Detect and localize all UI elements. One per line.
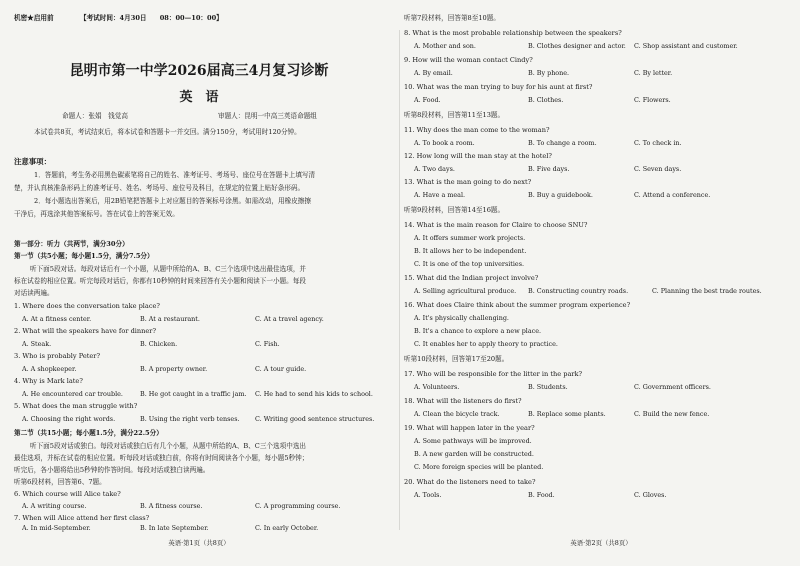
option-b: B. A property owner.	[140, 365, 208, 373]
question-stem: 15. What did the Indian project involve?	[404, 274, 539, 282]
question-stem: 8. What is the most probable relationship between the speakers?	[404, 29, 622, 37]
option-b: B. It allows her to be independent.	[414, 247, 527, 255]
question-stem: 14. What is the main reason for Claire to choose SNU?	[404, 221, 588, 229]
option-a: A. It's physically challenging.	[414, 314, 509, 322]
option-c: C. Build the new fence.	[634, 410, 710, 418]
section2-instruction: 听完后，各小题将给出5秒钟的作答时间。每段对话或独白读两遍。	[14, 466, 210, 474]
notice-line: 楚，并认真核准条形码上的准考证号、姓名、考场号、座位号及科目，在规定的位置上贴好条形码。	[14, 184, 305, 192]
question-stem: 12. How long will the man stay at the hotel?	[404, 152, 552, 160]
option-a: A. Tools.	[414, 491, 442, 499]
section1-instruction: 标在试卷的相应位置。听完每段对话后，你都有10秒钟的时间来回答有关小题和阅读下一小题。每段	[14, 277, 306, 285]
section1-instruction: 听下面5段对话。每段对话后有一个小题，从题中所给的A、B、C三个选项中选出最佳选项，并	[30, 265, 307, 273]
question-stem: 19. What will happen later in the year?	[404, 424, 535, 432]
option-a: A. Choosing the right words.	[22, 415, 116, 423]
option-b: B. At a restaurant.	[140, 315, 200, 323]
option-c: C. Planning the best trade routes.	[652, 287, 762, 295]
option-a: A. At a fitness center.	[22, 315, 92, 323]
exam-time: 【考试时间：4月30日 08：00—10：00】	[80, 14, 223, 22]
exam-title: 昆明市第一中学2026届高三4月复习诊断	[69, 63, 329, 79]
group-instruction: 听第9段材料，回答第14至16题。	[404, 206, 505, 214]
question-stem: 1. Where does the conversation take place?	[14, 302, 160, 310]
option-c: C. Seven days.	[634, 165, 682, 173]
section1-heading: 第一节（共5小题；每小题1.5分，满分7.5分）	[14, 252, 154, 260]
setters: 命题人：张娟 钱觉高	[62, 112, 128, 120]
section2-instruction: 听下面5段对话或独白。每段对话或独白后有几个小题，从题中所给的A、B、C三个选项中选出	[30, 442, 307, 450]
option-c: C. In early October.	[255, 524, 319, 532]
option-b: B. A fitness course.	[140, 502, 203, 510]
option-b: B. It's a chance to explore a new place.	[414, 327, 542, 335]
option-b: B. Using the right verb tenses.	[140, 415, 240, 423]
group-instruction: 听第10段材料，回答第17至20题。	[404, 355, 509, 363]
option-a: A. To book a room.	[414, 139, 475, 147]
option-c: C. He had to send his kids to school.	[255, 390, 373, 398]
page-1	[0, 0, 398, 566]
question-stem: 4. Why is Mark late?	[14, 377, 83, 385]
question-stem: 16. What does Claire think about the summer program experience?	[404, 301, 631, 309]
option-b: B. Food.	[528, 491, 555, 499]
option-c: C. Writing good sentence structures.	[255, 415, 375, 423]
page-2	[402, 0, 800, 566]
option-b: B. Students.	[528, 383, 568, 391]
option-b: B. To change a room.	[528, 139, 597, 147]
option-c: C. A programming course.	[255, 502, 341, 510]
notice-line: 1．答题前，考生务必用黑色碳素笔将自己的姓名、准考证号、考场号、座位号在答题卡上填写清	[34, 171, 316, 179]
question-stem: 10. What was the man trying to buy for his aunt at first?	[404, 83, 593, 91]
option-a: A. By email.	[414, 69, 453, 77]
option-a: A. Have a meal.	[414, 191, 466, 199]
option-c: C. It is one of the top universities.	[414, 260, 525, 268]
option-a: A. He encountered car trouble.	[22, 390, 123, 398]
option-a: A. Two days.	[414, 165, 455, 173]
notice-heading: 注意事项：	[14, 157, 51, 166]
question-stem: 18. What will the listeners do first?	[404, 397, 522, 405]
option-a: A. A writing course.	[22, 502, 87, 510]
option-b: B. In late September.	[140, 524, 209, 532]
question-stem: 11. Why does the man come to the woman?	[404, 126, 550, 134]
option-b: B. He got caught in a traffic jam.	[140, 390, 247, 398]
question-stem: 9. How will the woman contact Cindy?	[404, 56, 533, 64]
option-b: B. By phone.	[528, 69, 570, 77]
secret-label: 机密★启用前	[14, 14, 54, 22]
part1-heading: 第一部分：听力（共两节，满分30分）	[14, 240, 129, 248]
option-a: A. Volunteers.	[414, 383, 460, 391]
option-c: C. To check in.	[634, 139, 682, 147]
option-b: B. Clothes designer and actor.	[528, 42, 626, 50]
reviewers: 审题人：昆明一中高三英语命题组	[218, 112, 317, 120]
option-c: C. By letter.	[634, 69, 673, 77]
option-a: A. Mother and son.	[414, 42, 476, 50]
option-b: B. Replace some plants.	[528, 410, 606, 418]
question-stem: 20. What do the listeners need to take?	[404, 478, 536, 486]
option-a: A. A shopkeeper.	[22, 365, 77, 373]
page-divider	[399, 30, 400, 530]
notice-line: 干净后，再选涂其他答案标号。答在试卷上的答案无效。	[14, 210, 179, 218]
option-c: C. It enables her to apply theory to practice.	[414, 340, 558, 348]
option-c: C. Shop assistant and customer.	[634, 42, 738, 50]
option-b: B. Clothes.	[528, 96, 564, 104]
group-instruction: 听第7段材料，回答第8至10题。	[404, 14, 500, 22]
option-c: C. Government officers.	[634, 383, 711, 391]
question-stem: 17. Who will be responsible for the litter in the park?	[404, 370, 583, 378]
option-a: A. In mid-September.	[22, 524, 91, 532]
intro: 本试卷共8页，考试结束后，将本试卷和答题卡一并交回。满分150分，考试用时120分钟。	[34, 128, 301, 136]
question-stem: 2. What will the speakers have for dinner?	[14, 327, 156, 335]
option-c: C. A tour guide.	[255, 365, 307, 373]
option-a: A. Selling agricultural produce.	[414, 287, 517, 295]
option-c: C. At a travel agency.	[255, 315, 324, 323]
option-b: B. A new garden will be constructed.	[414, 450, 534, 458]
question-stem: 13. What is the man going to do next?	[404, 178, 532, 186]
option-c: C. More foreign species will be planted.	[414, 463, 544, 471]
group-instruction: 听第6段材料，回答第6、7题。	[14, 478, 106, 486]
group-instruction: 听第8段材料，回答第11至13题。	[404, 111, 505, 119]
option-a: A. Food.	[414, 96, 441, 104]
option-c: C. Fish.	[255, 340, 280, 348]
option-b: B. Chicken.	[140, 340, 178, 348]
question-stem: 6. Which course will Alice take?	[14, 490, 121, 498]
option-c: C. Attend a conference.	[634, 191, 711, 199]
option-a: A. Clean the bicycle track.	[414, 410, 500, 418]
question-stem: 3. Who is probably Peter?	[14, 352, 100, 360]
option-c: C. Gloves.	[634, 491, 667, 499]
section2-heading: 第二节（共15小题；每小题1.5分，满分22.5分）	[14, 429, 163, 437]
section1-instruction: 对话读两遍。	[14, 289, 54, 297]
page-footer: 英语·第2页（共8页）	[570, 539, 632, 547]
option-b: B. Five days.	[528, 165, 570, 173]
option-b: B. Constructing country roads.	[528, 287, 629, 295]
option-c: C. Flowers.	[634, 96, 671, 104]
section2-instruction: 最佳选项，并标在试卷的相应位置。听每段对话或独白前，你将有时间阅读各个小题，每小题5秒钟；	[14, 454, 309, 462]
option-a: A. Some pathways will be improved.	[414, 437, 532, 445]
option-a: A. Steak.	[22, 340, 52, 348]
subject-title: 英 语	[179, 90, 219, 105]
option-b: B. Buy a guidebook.	[528, 191, 593, 199]
option-a: A. It offers summer work projects.	[414, 234, 526, 242]
page-footer: 英语·第1页（共8页）	[168, 539, 230, 547]
question-stem: 7. When will Alice attend her first class?	[14, 514, 150, 522]
question-stem: 5. What does the man struggle with?	[14, 402, 138, 410]
notice-line: 2．每小题选出答案后，用2B铅笔把答题卡上对应题目的答案标号涂黑。如需改动，用橡皮擦擦	[34, 197, 311, 205]
